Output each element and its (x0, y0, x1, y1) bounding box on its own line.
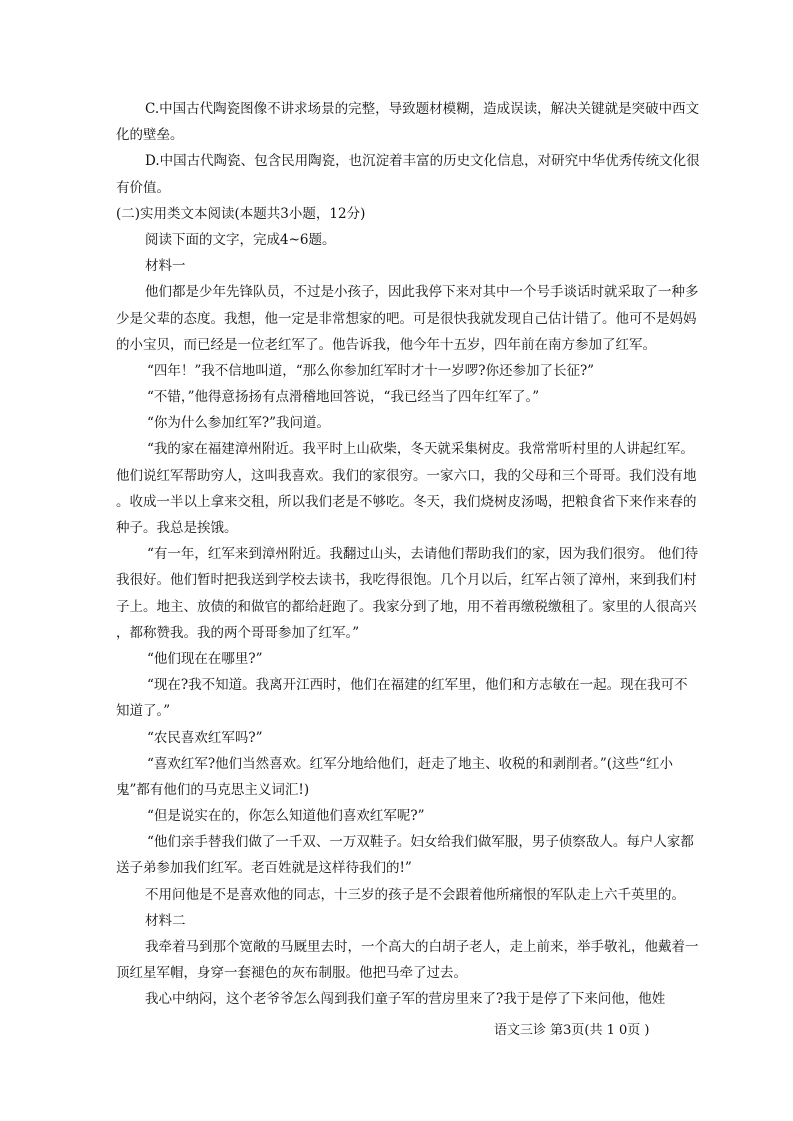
text-line: 知道了。” (116, 703, 171, 720)
text-line: 的小宝贝，而已经是一位老红军了。他告诉我，他今年十五岁，四年前在南方参加了红军。 (116, 336, 656, 353)
text-line: 我牵着马到那个宽敞的马厩里去时，一个高大的白胡子老人，走上前来，举手敬礼，他戴着一 (145, 939, 699, 955)
text-line: 。收成一半以上拿来交租，所以我们老是不够吃。冬天，我们烧树皮汤喝，把粮食省下来作来春的 (116, 493, 697, 510)
text-line: 不用问他是不是喜欢他的同志，十三岁的孩子是不会跟着他所痛恨的军队走上六千英里的。 (145, 886, 685, 903)
text-line: C.中国古代陶瓷图像不讲求场景的完整，导致题材模糊，造成误读，解决关键就是突破中西文 (145, 101, 700, 117)
text-line: ，都称赞我。我的两个哥哥参加了红军。” (116, 624, 360, 641)
text-line: “四年！”我不信地叫道，“那么你参加红军时才十一岁啰?你还参加了长征?” (147, 362, 595, 379)
text-line: 材料一 (145, 258, 186, 275)
document-body (116, 96, 700, 1013)
page-footer: 语文三诊 第3页(共 1 0页 ) (494, 1023, 650, 1038)
text-line: 鬼”都有他们的马克思主义词汇!) (116, 781, 310, 798)
text-line: D.中国古代陶瓷、包含民用陶瓷，也沉淀着丰富的历史文化信息，对研究中华优秀传统文化很 (145, 153, 700, 170)
text-line: 我心中纳闷，这个老爷爷怎么闯到我们童子军的营房里来了?我于是停了下来问他，他姓 (145, 991, 666, 1008)
text-line: 顶红星军帽，身穿一套褪色的灰布制服。他把马牵了过去。 (116, 965, 467, 982)
text-line: “他们亲手替我们做了一千双、一万双鞋子。妇女给我们做军服，男子侦察敌人。每户人家都 (147, 834, 694, 851)
text-line: 少是父辈的态度。我想，他一定是非常想家的吧。可是很快我就发现自己估计错了。他可不是妈妈 (116, 310, 697, 327)
text-line: 我很好。他们暂时把我送到学校去读书，我吃得很饱。几个月以后，红军占领了漳州，来到我们村 (116, 572, 697, 589)
text-line: 阅读下面的文字，完成4~6题。 (145, 231, 336, 248)
text-line: “有一年，红军来到漳州附近。我翻过山头，去请他们帮助我们的家，因为我们很穷。 他们待 (147, 546, 699, 563)
text-line: (二)实用类文本阅读(本题共3小题，12分) (116, 205, 366, 222)
text-line: “不错，”他得意扬扬有点滑稽地回答说，“我已经当了四年红军了。” (147, 389, 540, 406)
text-line: “你为什么参加红军?”我问道。 (147, 415, 331, 432)
text-line: 有价值。 (116, 179, 170, 196)
text-line: “农民喜欢红军吗?” (147, 729, 263, 746)
text-line: “我的家在福建漳州附近。我平时上山砍柴，冬天就采集树皮。我常常听村里的人讲起红军。 (147, 441, 694, 458)
text-line: 材料二 (145, 912, 186, 929)
text-line: “喜欢红军?他们当然喜欢。红军分地给他们，赶走了地主、收税的和剥削者。”(这些“红小 (147, 755, 673, 772)
text-line: 他们都是少年先锋队员，不过是小孩子，因此我停下来对其中一个号手谈话时就采取了一种多 (145, 284, 699, 301)
text-line: 种子。我总是挨饿。 (116, 520, 238, 536)
text-line: 子上。地主、放债的和做官的都给赶跑了。我家分到了地，用不着再缴税缴租了。家里的人很高兴 (116, 598, 697, 615)
text-line: “现在?我不知道。我离开江西时，他们在福建的红军里，他们和方志敏在一起。现在我可不 (147, 677, 688, 694)
text-line: “但是说实在的，你怎么知道他们喜欢红军呢?” (147, 808, 425, 825)
text-line: 化的壁垒。 (116, 127, 184, 144)
text-line: 他们说红军帮助穷人，这叫我喜欢。我们的家很穷。一家六口，我的父母和三个哥哥。我们没有地 (116, 467, 697, 484)
text-line: 送子弟参加我们红军。老百姓就是这样待我们的!” (116, 860, 412, 877)
text-line: “他们现在在哪里?” (147, 650, 263, 667)
